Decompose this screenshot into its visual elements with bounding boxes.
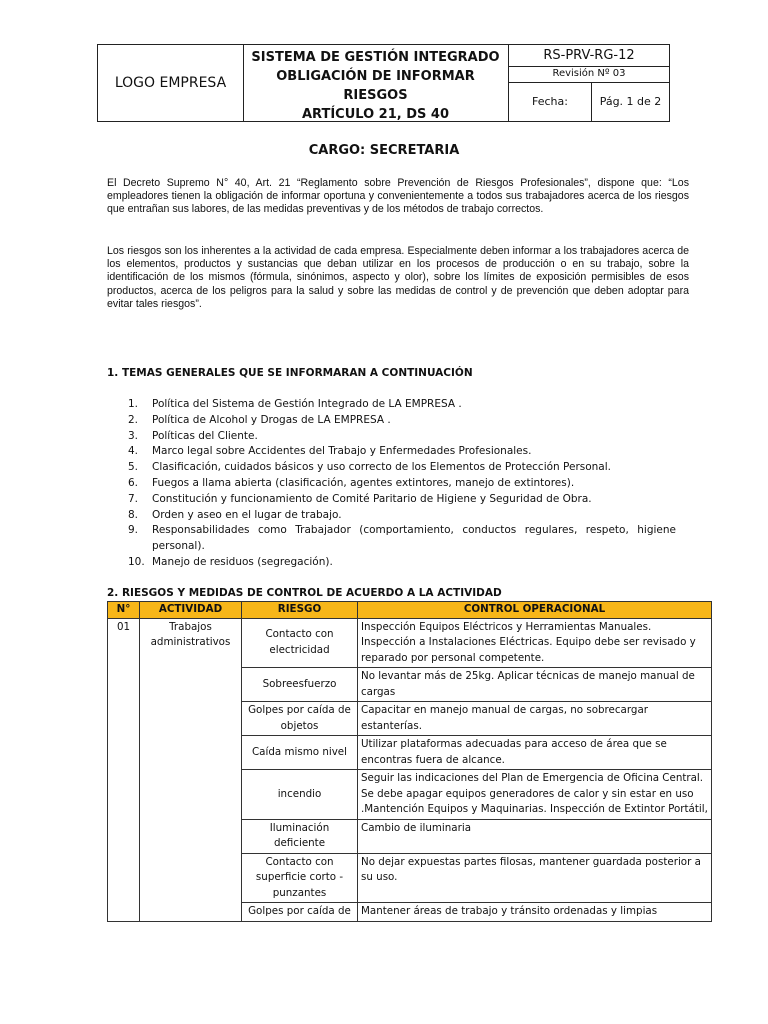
title-line-1: SISTEMA DE GESTIÓN INTEGRADO (251, 50, 500, 65)
risk-cell: Sobreesfuerzo (242, 668, 358, 702)
risk-cell: Contacto con superficie corto - punzantes (242, 853, 358, 903)
list-item-text: Políticas del Cliente. (152, 429, 258, 442)
section-1-title: 1. TEMAS GENERALES QUE SE INFORMARAN A CONTINUACIÓN (107, 367, 473, 379)
general-topics-list (128, 397, 676, 571)
control-cell: Utilizar plataformas adecuadas para acceso de área que se encontras fuera de alcance. (358, 736, 712, 770)
list-item (128, 492, 676, 508)
document-title (243, 45, 509, 121)
table-row (108, 618, 712, 668)
title-line-2: OBLIGACIÓN DE INFORMAR RIESGOS (276, 69, 475, 103)
risk-cell: Golpes por caída de objetos (242, 702, 358, 736)
activity-cell: Trabajos administrativos (140, 618, 242, 921)
list-item-text: Manejo de residuos (segregación). (152, 555, 333, 568)
table-header-row (108, 602, 712, 619)
document-header (97, 44, 670, 122)
list-item (128, 476, 676, 492)
column-header-number: N° (108, 602, 140, 619)
list-item-number: 6. (128, 476, 139, 489)
date-label: Fecha: (509, 83, 592, 121)
intro-paragraph-1: El Decreto Supremo N° 40, Art. 21 “Reglamento sobre Prevención de Riesgos Profesionales”, dispone que: “Los empleadores tienen la obligación de informar oportuna y convenientemente a todos sus trabajadores acerca de los riesgos que entrañan sus labores, de las medidas preventivas y de los métodos de trabajo correctos. (107, 177, 689, 216)
list-item (128, 555, 676, 571)
document-control-block (509, 45, 669, 121)
page-number: Pág. 1 de 2 (599, 95, 662, 108)
section-2-title: 2. RIESGOS Y MEDIDAS DE CONTROL DE ACUERDO A LA ACTIVIDAD (107, 587, 502, 599)
list-item-number: 10. (128, 555, 145, 568)
list-item (128, 397, 676, 413)
revision-number: Revisión Nº 03 (509, 66, 669, 83)
list-item-text: Responsabilidades como Trabajador (comportamiento, conductos regulares, respeto, higiene personal). (152, 524, 676, 553)
list-item-text: Constitución y funcionamiento de Comité Paritario de Higiene y Seguridad de Obra. (152, 492, 592, 505)
column-header-activity: ACTIVIDAD (140, 602, 242, 619)
risk-cell: Golpes por caída de (242, 903, 358, 922)
job-title-heading: CARGO: SECRETARIA (308, 143, 460, 158)
list-item-text: Fuegos a llama abierta (clasificación, agentes extintores, manejo de extintores). (152, 476, 575, 489)
control-cell: Seguir las indicaciones del Plan de Emergencia de Oficina Central. Se debe apagar equipos generadores de calor y sin estar en uso .Mantención Equipos y Maquinarias. Inspección de Extintor Portátil, (358, 770, 712, 820)
control-cell: Capacitar en manejo manual de cargas, no sobrecargar estanterías. (358, 702, 712, 736)
risk-cell: Iluminación deficiente (242, 819, 358, 853)
list-item-number: 8. (128, 508, 139, 521)
risk-cell: Contacto con electricidad (242, 618, 358, 668)
list-item-number: 7. (128, 492, 139, 505)
list-item-number: 9. (128, 524, 139, 537)
risk-cell: incendio (242, 770, 358, 820)
list-item (128, 444, 676, 460)
list-item (128, 460, 676, 476)
list-item-text: Orden y aseo en el lugar de trabajo. (152, 508, 342, 521)
row-number-cell: 01 (108, 618, 140, 921)
column-header-control: CONTROL OPERACIONAL (358, 602, 712, 619)
control-cell: Cambio de iluminaria (358, 819, 712, 853)
list-item (128, 523, 676, 555)
list-item-number: 4. (128, 445, 139, 458)
control-cell: Mantener áreas de trabajo y tránsito ordenadas y limpias (358, 903, 712, 922)
document-code: RS-PRV-RG-12 (509, 45, 669, 67)
control-cell: No dejar expuestas partes filosas, mantener guardada posterior a su uso. (358, 853, 712, 903)
list-item-text: Política de Alcohol y Drogas de LA EMPRESA . (152, 413, 391, 426)
company-logo-placeholder: LOGO EMPRESA (98, 45, 244, 121)
list-item-text: Clasificación, cuidados básicos y uso correcto de los Elementos de Protección Personal. (152, 461, 612, 474)
list-item-text: Marco legal sobre Accidentes del Trabajo y Enfermedades Profesionales. (152, 445, 532, 458)
control-cell: Inspección Equipos Eléctricos y Herramientas Manuales. Inspección a Instalaciones Eléctricas. Equipo debe ser revisado y reparado por personal competente. (358, 618, 712, 668)
list-item-number: 5. (128, 461, 139, 474)
column-header-risk: RIESGO (242, 602, 358, 619)
list-item-number: 2. (128, 413, 139, 426)
control-cell: No levantar más de 25kg. Aplicar técnicas de manejo manual de cargas (358, 668, 712, 702)
list-item (128, 413, 676, 429)
list-item (128, 429, 676, 445)
list-item-number: 1. (128, 398, 139, 410)
intro-paragraph-2: Los riesgos son los inherentes a la actividad de cada empresa. Especialmente deben informar a los trabajadores acerca de los elementos, productos y sustancias que deban utilizar en los procesos de producción o en su trabajo, sobre la identificación de los mismos (fórmula, sinónimos, aspecto y olor), sobre los límites de exposición permisibles de esos productos, acerca de los peligros para la salud y sobre las medidas de control y de prevención que deben adoptar para evitar tales riesgos”. (107, 245, 689, 310)
title-line-3: ARTÍCULO 21, DS 40 (301, 107, 449, 122)
list-item-number: 3. (128, 429, 139, 442)
risk-control-table (107, 601, 712, 922)
list-item-text: Política del Sistema de Gestión Integrado de LA EMPRESA . (152, 398, 462, 410)
list-item (128, 508, 676, 524)
risk-cell: Caída mismo nivel (242, 736, 358, 770)
